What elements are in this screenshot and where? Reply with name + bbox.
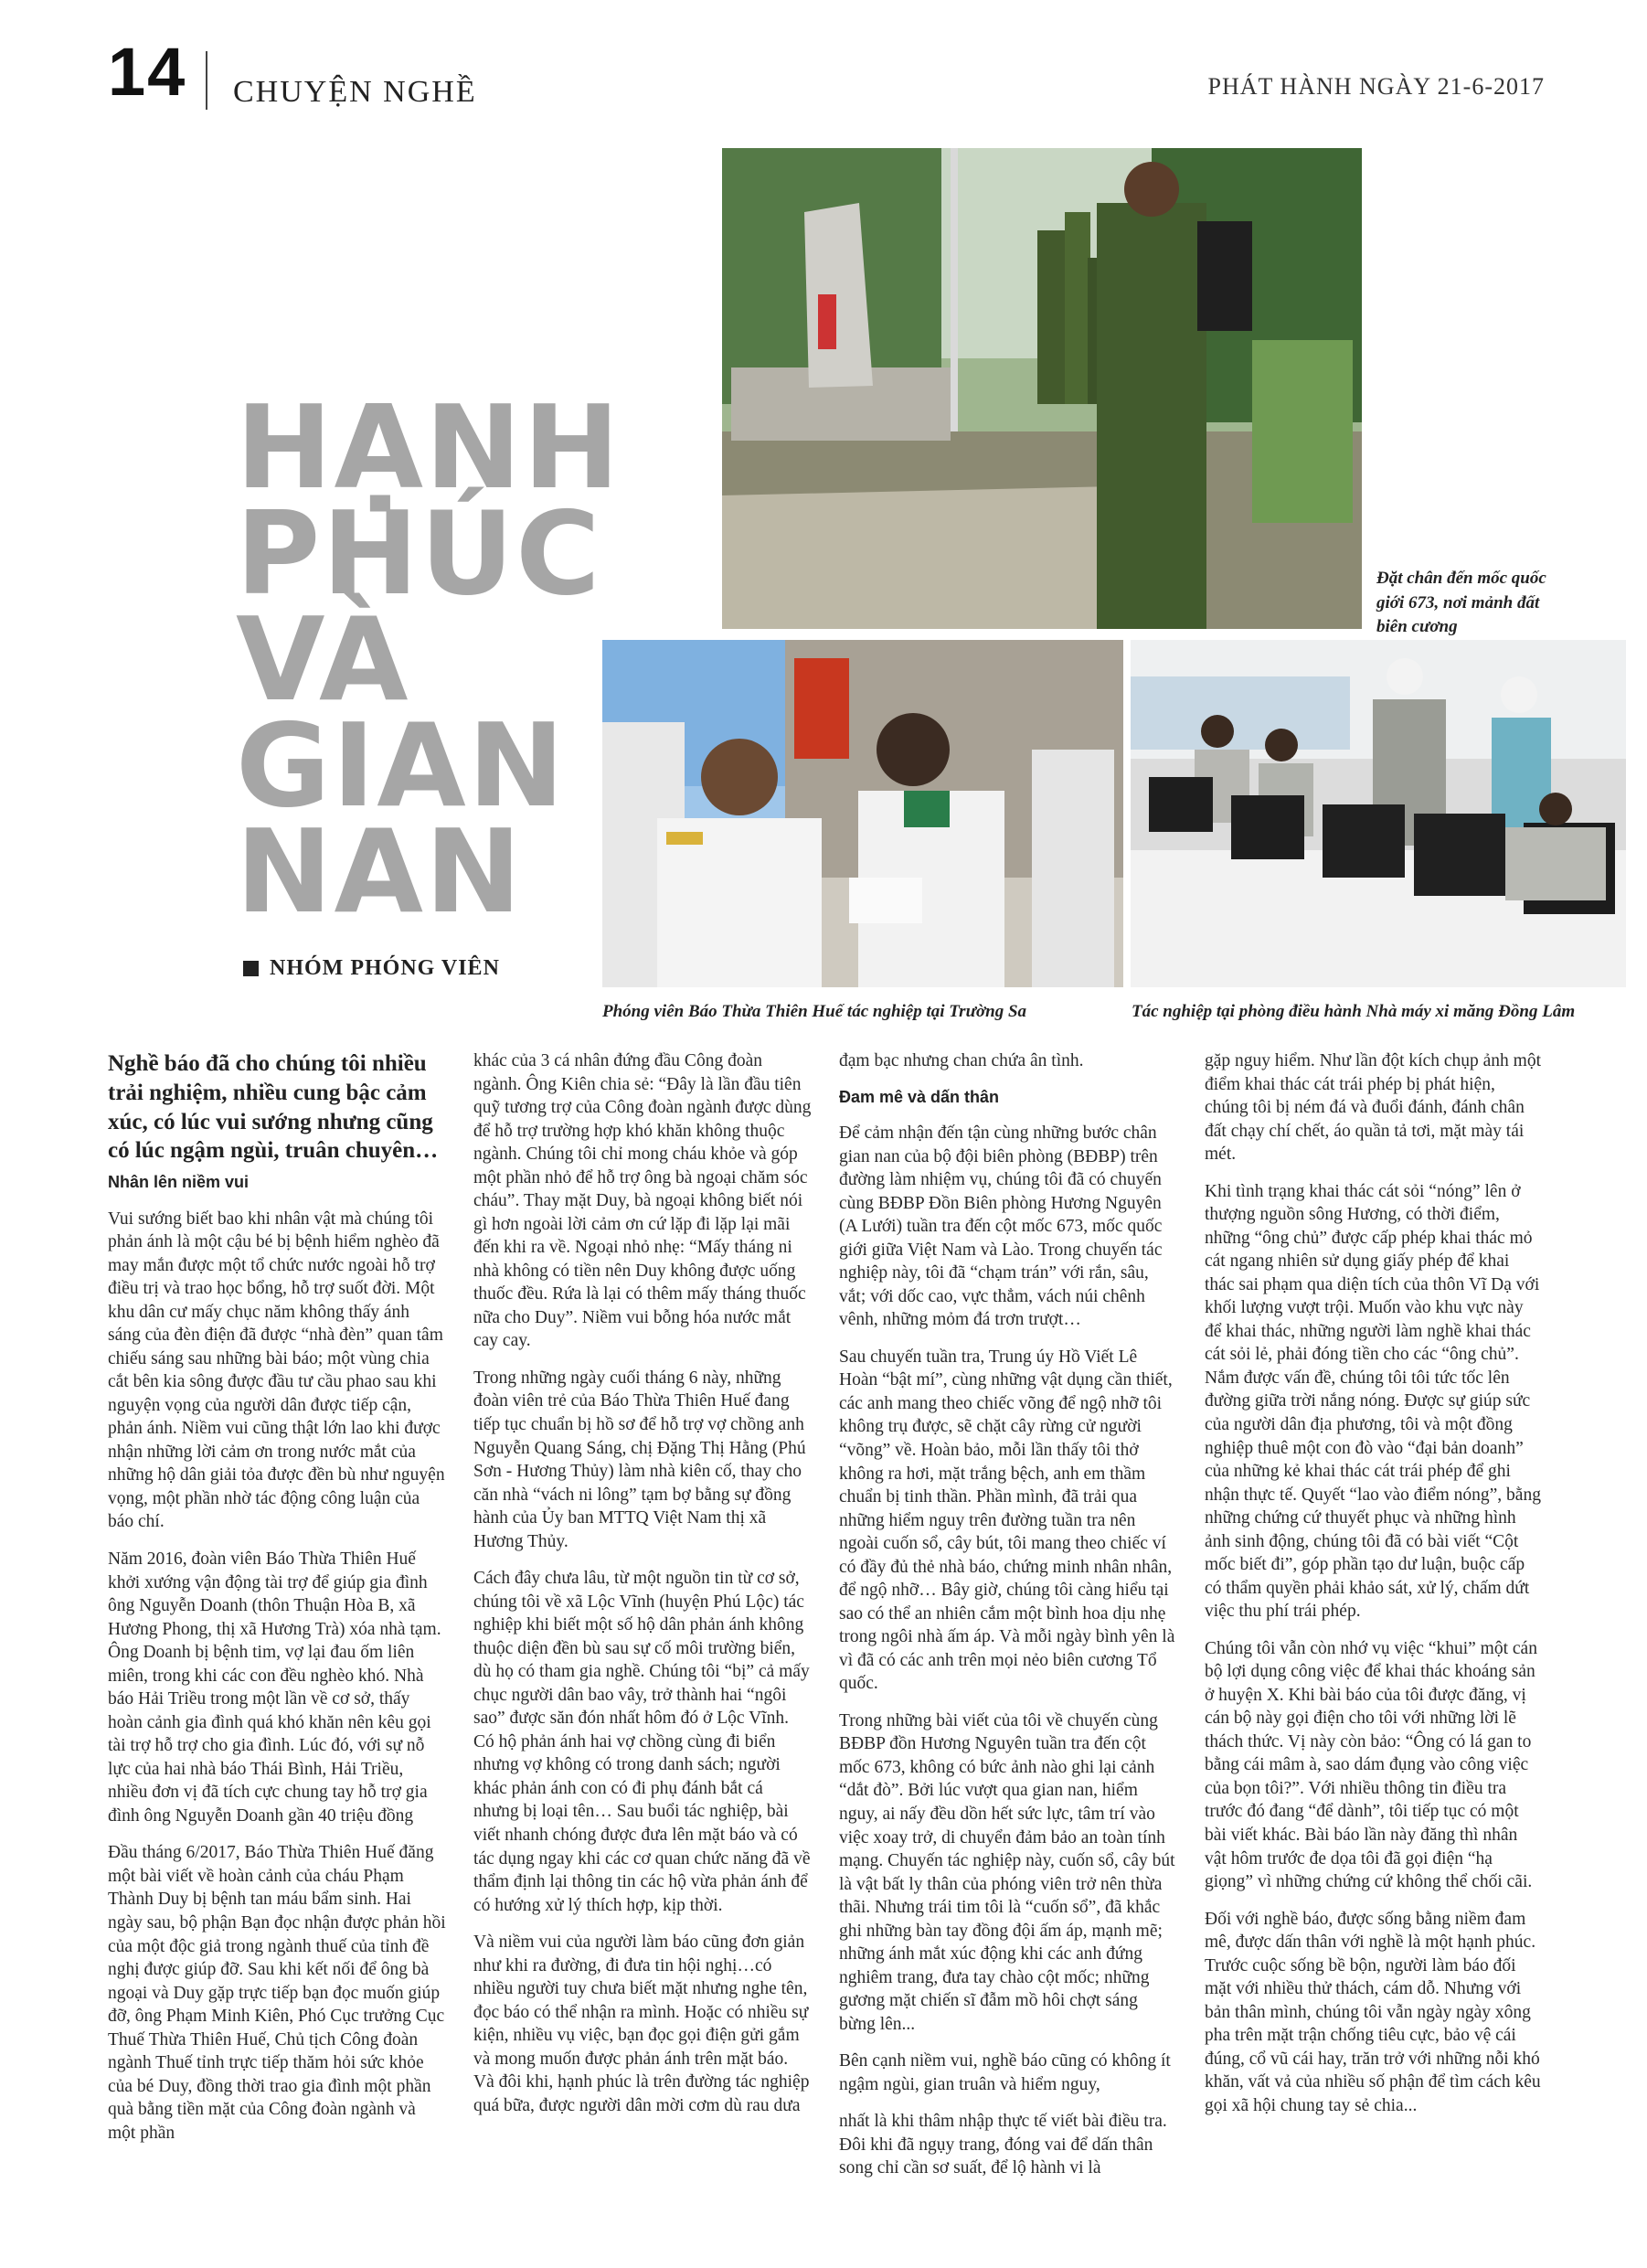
header-divider	[206, 51, 207, 110]
paragraph: Đối với nghề báo, được sống bằng niềm đam mê, được dấn thân với nghề là một hạnh phúc. Trước cuộc sống bề bộn, người làm báo đối mặt với nhiều thử thách, cám dỗ. Nhưng với bản thân mình, chúng tôi vẫn ngày ngày xông pha trên mặt trận chống tiêu cực, bảo vệ cái đúng, cổ vũ cái hay, trăn trở với những nỗi khó khăn, vất vả của nhiều số phận để tìm cách kêu gọi xã hội chung tay sẻ chia...	[1205, 1909, 1541, 2115]
photo-border-marker	[722, 148, 1362, 629]
paragraph: Khi tình trạng khai thác cát sỏi “nóng” lên ở thượng nguồn sông Hương, có thời điểm, những “ông chủ” được cấp phép khai thác mỏ cát ngang nhiên sử dụng giấy phép để khai thác sai phạm qua diện tích của thôn Vĩ Dạ với khối lượng vượt trội. Muốn vào khu vực này để khai thác, những người làm nghề khai thác cát sỏi lẻ, phải đóng tiền cho các “ông chủ”. Nắm được vấn đề, chúng tôi tôi tức tốc lên đường giữa trời nắng nóng. Được sự giúp sức của người dân địa phương, tôi và một đồng nghiệp thuê một con đò vào “đại bản doanh” của những kẻ khai thác cát trái phép để ghi nhận thực tế. Quyết “lao vào điểm nóng”, bằng những chứng cứ thuyết phục và những hình ảnh sinh động, chúng tôi đã có bài viết “Cột mốc biết đi”, góp phần tạo dư luận, buộc cấp có thẩm quyền phải khảo sát, xử lý, chấm dứt việc thu phí trái phép.	[1205, 1181, 1541, 1622]
paragraph: Vui sướng biết bao khi nhân vật mà chúng tôi phản ánh là một cậu bé bị bệnh hiểm nghèo đã may mắn được một tổ chức nước ngoài hỗ trợ điều trị và trao học bổng, hỗ trợ suốt đời. Một khu dân cư mấy chục năm không thấy ánh sáng của đèn điện đã được “nhà đèn” quan tâm chiếu sáng sau những bài báo; một vùng chia cắt bên kia sông được đầu tư cầu phao sau khi nguyện vọng của người dân được tiếp cận, phản ánh. Niềm vui cũng thật lớn lao khi được nhận những lời cảm ơn trong nước mắt của những hộ dân giải tỏa được đền bù như nguyện vọng, một phần nhờ tác động công luận của báo chí.	[108, 1209, 445, 1532]
headline-line: HẠNH	[236, 380, 622, 515]
byline-text: NHÓM PHÓNG VIÊN	[270, 956, 500, 980]
section-title: CHUYỆN NGHỀ	[233, 75, 477, 109]
caption-border-marker: Đặt chân đến mốc quốc giới 673, nơi mảnh đất biên cương	[1376, 569, 1546, 637]
headline-line: GIAN	[236, 698, 567, 833]
article-headline	[236, 380, 665, 939]
article-lead: Nghề báo đã cho chúng tôi nhiều trải nghiệm, nhiều cung bậc cảm xúc, có lúc vui sướng nhưng cũng có lúc ngậm ngùi, truân chuyên…	[108, 1051, 439, 1164]
paragraph: Năm 2016, đoàn viên Báo Thừa Thiên Huế khởi xướng vận động tài trợ để giúp gia đình ông Nguyễn Doanh (thôn Thuận Hòa B, xã Hương Phong, thị xã Hương Trà) xóa nhà tạm. Ông Doanh bị bệnh tim, vợ lại đau ốm liên miên, trong khi các con đều nghèo khó. Nhà báo Hải Triều trong một lần về cơ sở, thấy hoàn cảnh gia đình quá khó khăn nên kêu gọi tài trợ hỗ trợ cho gia đình. Lúc đó, với sự nỗ lực của hai nhà báo Thái Bình, Hải Triều, nhiều đơn vị đã tích cực chung tay hỗ trợ gia đình ông Nguyễn Doanh gần 40 triệu đồng	[108, 1549, 441, 1826]
paragraph: nhất là khi thâm nhập thực tế viết bài điều tra. Đôi khi đã ngụy trang, đóng vai để dấn thân song chỉ cần sơ suất, để lộ hành vi là	[839, 2112, 1167, 2178]
paragraph: Trong những bài viết của tôi về chuyến cùng BĐBP đồn Hương Nguyên tuần tra đến cột mốc 673, không có bức ảnh nào ghi lại cảnh “dắt đò”. Bởi lúc vượt qua gian nan, hiểm nguy, ai nấy đều dồn hết sức lực, tâm trí vào việc xoay trở, di chuyển đảm bảo an toàn tính mạng. Chuyến tác nghiệp này, cuốn sổ, cây bút là vật bất ly thân của phóng viên trở nên thừa thãi. Nhưng trái tim tôi là “cuốn sổ”, đã khắc ghi những bàn tay đồng đội ấm áp, mạnh mẽ; những ánh mắt xúc động khi các anh đứng nghiêm trang, đưa tay chào cột mốc; những gương mặt chiến sĩ đẫm mồ hôi chợt sáng bừng lên...	[839, 1710, 1175, 2034]
paragraph: gặp nguy hiểm. Như lần đột kích chụp ảnh một điểm khai thác cát trái phép bị phát hiện, chúng tôi bị ném đá và đuổi đánh, đánh chân đất chạy chí chết, áo quần tả tơi, mặt mày tái mét.	[1205, 1051, 1542, 1165]
headline-line: PHÚC	[236, 486, 602, 621]
paragraph: Và niềm vui của người làm báo cũng đơn giản như khi ra đường, đi đưa tin hội nghị…có nhiều người tuy chưa biết mặt nhưng nghe tên, đọc báo có thể nhận ra mình. Hoặc có nhiều sự kiện, nhiều vụ việc, bạn đọc gọi điện gửi gắm và mong muốn được phản ánh trên mặt báo. Và đôi khi, hạnh phúc là trên đường tác nghiệp quá bữa, được người dân mời cơm dù rau dưa	[473, 1933, 810, 2115]
headline-line: NAN	[236, 804, 524, 939]
subheading: Nhân lên niềm vui	[108, 1173, 250, 1191]
caption-truong-sa: Phóng viên Báo Thừa Thiên Huế tác nghiệp tại Trường Sa	[602, 1002, 1027, 1021]
headline-line: VÀ	[236, 592, 410, 727]
paragraph: Sau chuyến tuần tra, Trung úy Hồ Viết Lê Hoàn “bật mí”, cùng những vật dụng cần thiết, các anh mang theo chiếc võng để ngộ nhỡ tôi không trụ được, sẽ chặt cây rừng cử người “võng” về. Hoàn bảo, mỗi lần thấy tôi thở không ra hơi, mặt trắng bệch, anh em thầm chuẩn bị tinh thần. Phần mình, đã trải qua những hiểm nguy trên đường tuần tra nên ngoài cuốn sổ, cây bút, tôi mang theo chiếc ví có đầy đủ thẻ nhà báo, chứng minh nhân nhân, để ngộ nhỡ… Bây giờ, chúng tôi càng hiểu tại sao có thể an nhiên cắm một bình hoa dịu nhẹ trong ngôi nhà ấm áp. Và mỗi ngày bình yên là vì đã có các anh trên mọi nẻo biên cương Tổ quốc.	[839, 1347, 1175, 1694]
paragraph: đạm bạc nhưng chan chứa ân tình.	[839, 1051, 1084, 1070]
byline	[243, 956, 500, 981]
byline-square-icon	[243, 961, 259, 976]
paragraph: khác của 3 cá nhân đứng đầu Công đoàn ngành. Ông Kiên chia sẻ: “Đây là lần đầu tiên quỹ tương trợ của Công đoàn ngành được dùng để hỗ trợ trường hợp khó khăn không thuộc ngành. Chúng tôi chỉ mong cháu khỏe và góp một phần nhỏ để hỗ trợ ông bà ngoại chăm sóc cháu”. Thay mặt Duy, bà ngoại không biết nói gì hơn ngoài lời cảm ơn cứ lặp đi lặp lại mãi đến khi ra về. Ngoại nhỏ nhẹ: “Mấy tháng ni nhà không có tiền nên Duy không được uống thuốc đều. Rứa là lại có thêm mấy tháng thuốc nữa cho Duy”. Niềm vui bỗng hóa nước mắt cay cay.	[473, 1051, 812, 1351]
photo-truong-sa	[602, 640, 1123, 987]
article-column-4	[1205, 1049, 1543, 2131]
article-column-1	[108, 1172, 446, 2158]
paragraph: Chúng tôi vẫn còn nhớ vụ việc “khui” một cán bộ lợi dụng công việc để khai thác khoáng sản ở huyện X. Khi bài báo của tôi được đăng, vị cán bộ này gọi điện cho tôi với những lời lẽ thách thức. Vị này còn bảo: “Ông có lá gan to bằng cái mâm à, sao dám đụng vào công việc của bọn tôi?”. Với nhiều thông tin điều tra trước đó đang “để dành”, tôi tiếp tục có một bài viết khác. Bài báo lần này đăng thì nhân vật hôm trước đe dọa tôi đã gọi điện “hạ giọng” vì những chứng cứ không thể chối cãi.	[1205, 1638, 1537, 1892]
paragraph: Đầu tháng 6/2017, Báo Thừa Thiên Huế đăng một bài viết về hoàn cảnh của cháu Phạm Thành Duy bị bệnh tan máu bẩm sinh. Hai ngày sau, bộ phận Bạn đọc nhận được phản hồi của một độc giả trong ngành thuế của tỉnh đề nghị được giúp đỡ. Sau khi kết nối để ông bà ngoại và Duy gặp trực tiếp bạn đọc muốn giúp đỡ, ông Phạm Minh Kiên, Phó Cục trưởng Cục Thuế Thừa Thiên Huế, Chủ tịch Công đoàn ngành Thuế tỉnh trực tiếp thăm hỏi sức khỏe của bé Duy, đồng thời trao gia đình một phần quà bằng tiền mặt của Công đoàn ngành và một phần	[108, 1843, 446, 2143]
article-column-3	[839, 1049, 1177, 2194]
photo-cement-plant	[1131, 640, 1626, 987]
paragraph: Trong những ngày cuối tháng 6 này, những đoàn viên trẻ của Báo Thừa Thiên Huế đang tiếp tục chuẩn bị hồ sơ để hỗ trợ vợ chồng anh Nguyễn Quang Sáng, chị Đặng Thị Hằng (Phú Sơn - Hương Thủy) làm nhà kiên cố, thay cho căn nhà “vách ni lông” tạm bợ bằng sự đồng hành của Ủy ban MTTQ Việt Nam thị xã Hương Thủy.	[473, 1368, 806, 1551]
paragraph: Bên cạnh niềm vui, nghề báo cũng có không ít ngậm ngùi, gian truân và hiểm nguy,	[839, 2051, 1171, 2094]
article-column-2	[473, 1049, 812, 2131]
paragraph: Để cảm nhận đến tận cùng những bước chân gian nan của bộ đội biên phòng (BĐBP) trên đường làm nhiệm vụ, chúng tôi đã có chuyến cùng BĐBP Đồn Biên phòng Hương Nguyên (A Lưới) tuần tra đến cột mốc 673, mốc quốc giới giữa Việt Nam và Lào. Trong chuyến tác nghiệp này, tôi đã “chạm trán” với rắn, sâu, vắt; với dốc cao, vực thẳm, vách núi chênh vênh, những mỏm đá trơn trượt…	[839, 1123, 1163, 1330]
caption-cement-plant: Tác nghiệp tại phòng điều hành Nhà máy xi măng Đồng Lâm	[1132, 1002, 1576, 1021]
release-date: PHÁT HÀNH NGÀY 21-6-2017	[1207, 73, 1545, 100]
subheading: Đam mê và dấn thân	[839, 1087, 1000, 1106]
paragraph: Cách đây chưa lâu, từ một nguồn tin từ cơ sở, chúng tôi về xã Lộc Vĩnh (huyện Phú Lộc) tác nghiệp khi biết một số hộ dân phản ánh không thuộc diện đền bù sau sự cố môi trường biển, dù họ có tham gia nghề. Chúng tôi “bị” cả mấy chục người dân bao vây, trở thành hai “ngôi sao” được săn đón nhất hôm đó ở Lộc Vĩnh. Có hộ phản ánh hai vợ chồng cùng đi biển nhưng vợ không có trong danh sách; người khác phản ánh con có đi phụ đánh bắt cá nhưng bị loại tên… Sau buổi tác nghiệp, bài viết nhanh chóng được đưa lên mặt báo và có tác dụng ngay khi các cơ quan chức năng đã về thẩm định lại thông tin các hộ vừa phản ánh để có hướng xử lý thích hợp, kịp thời.	[473, 1569, 811, 1915]
page-number: 14	[108, 34, 187, 110]
